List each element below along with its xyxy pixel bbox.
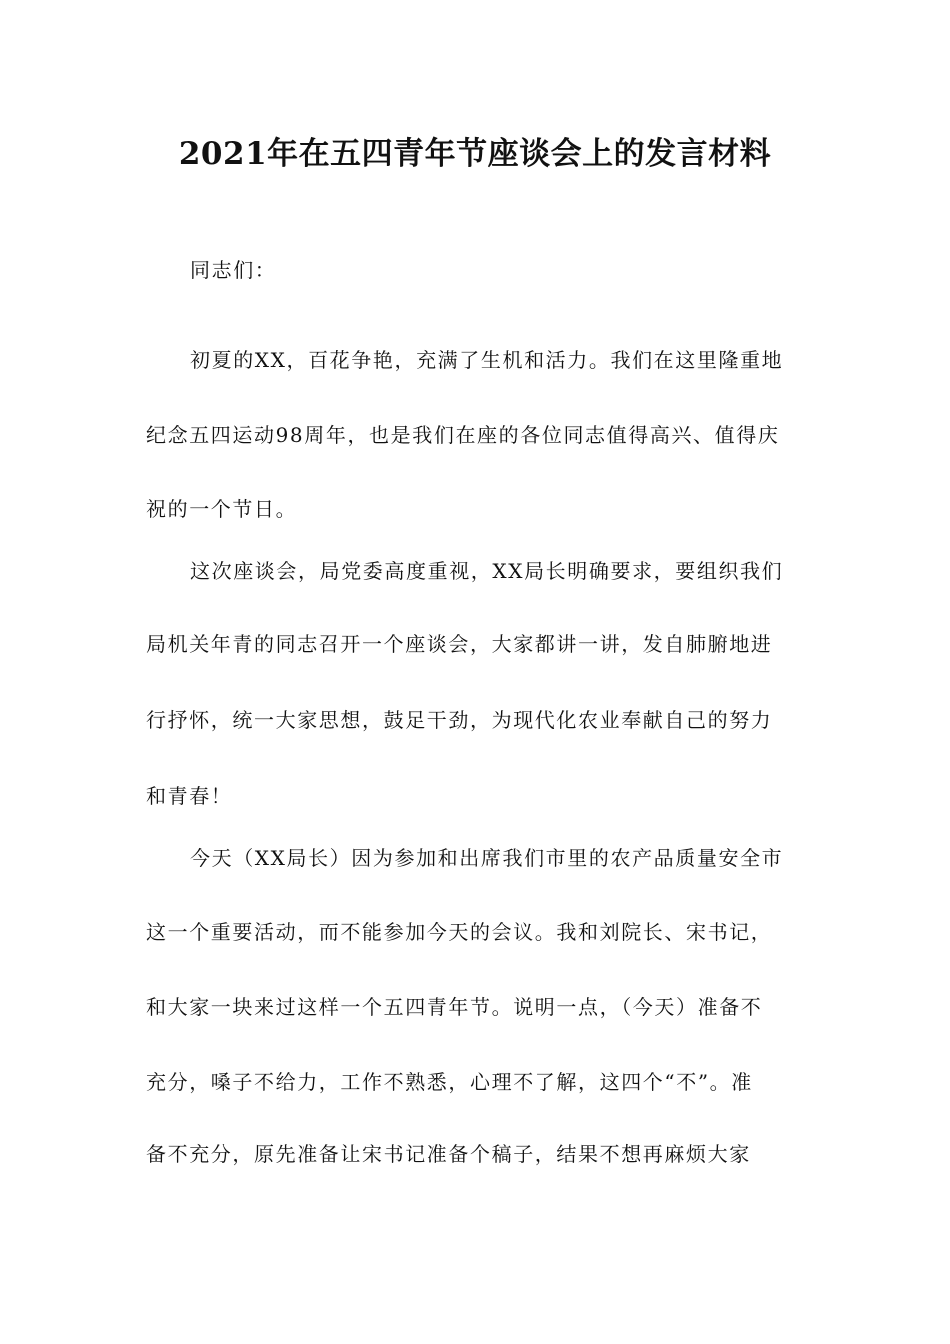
- paragraph-1-line-2: 纪念五四运动98周年，也是我们在座的各位同志值得高兴、值得庆: [146, 423, 780, 447]
- paragraph-3-line-1: 今天（XX局长）因为参加和出席我们市里的农产品质量安全市: [190, 846, 784, 870]
- paragraph-2-line-4: 和青春！: [146, 784, 233, 808]
- paragraph-3-line-4: 充分，嗓子不给力，工作不熟悉，心理不了解，这四个“不”。准: [146, 1070, 753, 1094]
- paragraph-3-line-2: 这一个重要活动，而不能参加今天的会议。我和刘院长、宋书记，: [146, 920, 773, 944]
- paragraph-3-line-5: 备不充分，原先准备让宋书记准备个稿子，结果不想再麻烦大家: [146, 1142, 751, 1166]
- paragraph-2-line-1: 这次座谈会，局党委高度重视，XX局长明确要求，要组织我们: [190, 559, 784, 583]
- paragraph-1-line-1: 初夏的XX，百花争艳，充满了生机和活力。我们在这里隆重地: [190, 348, 784, 372]
- paragraph-1-line-3: 祝的一个节日。: [146, 497, 298, 521]
- salutation-line: 同志们：: [190, 258, 277, 282]
- paragraph-3-line-3: 和大家一块来过这样一个五四青年节。说明一点，（今天）准备不: [146, 995, 763, 1019]
- paragraph-2-line-2: 局机关年青的同志召开一个座谈会，大家都讲一讲，发自肺腑地进: [146, 632, 773, 656]
- document-title: 2021年在五四青年节座谈会上的发言材料: [178, 136, 772, 172]
- paragraph-2-line-3: 行抒怀，统一大家思想，鼓足干劲，为现代化农业奉献自己的努力: [146, 708, 773, 732]
